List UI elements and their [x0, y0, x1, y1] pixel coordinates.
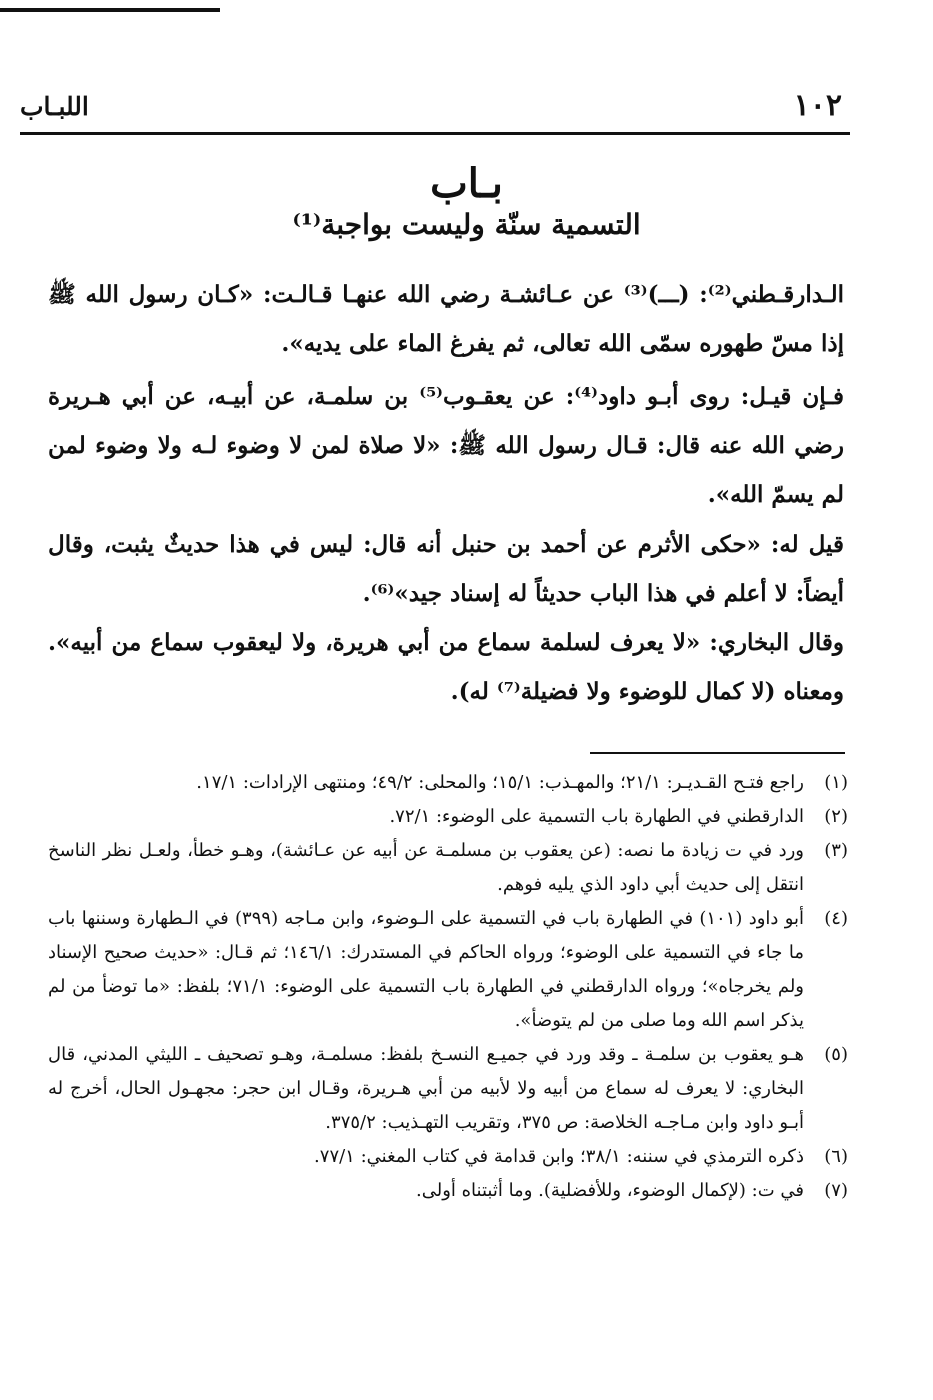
footnote-text: أبو داود (١٠١) في الطهارة باب في التسمية على الـوضوء، وابن مـاجه (٣٩٩) في الـطهارة وسننها باب ما جاء في التسمية على الوضوء؛ ورواه الحاكم في المستدرك: ١٤٦/١؛ ثم قـال: «حديث صحيح الإسناد ولم يخرجاه»؛ ورواه الدارقطني في الطهارة باب التسمية على الوضوء: ٧١/١؛ بلفظ: «ما توضأ من لم يذكر اسم الله وما صلى من لم يتوضأ». [48, 908, 805, 1031]
chapter-word: بـاب [430, 160, 503, 207]
page-header [20, 86, 842, 126]
footnote-number: (٧) [824, 1180, 848, 1201]
footnote-3 [48, 834, 848, 902]
footnote-number: (٤) [824, 908, 848, 929]
footnote-text: ورد في ت زيادة ما نصه: (عن يعقوب بن مسلمـة عن أبيه عن عـائشة)، وهـو خطأ، ولعـل نظر الناسخ انتقل إلى حديث أبي داود الذي يليه فوهم. [48, 840, 804, 895]
footnote-text: الدارقطني في الطهارة باب التسمية على الوضوء: ٧٢/١. [389, 806, 804, 827]
footnote-5 [48, 1038, 848, 1140]
footnotes [48, 766, 848, 1208]
footnote-number: (٥) [824, 1044, 848, 1065]
paragraph-3: قيل له: «حكى الأثرم عن أحمد بن حنبل أنه قال: ليس في هذا حديثٌ يثبت، وقال أيضاً: لا أعلم في هذا الباب حديثاً له إسناد جيد»⁽⁶⁾. [48, 531, 844, 607]
footnote-1 [48, 766, 848, 800]
footnote-7 [48, 1174, 848, 1208]
running-title: اللبـاب [20, 92, 89, 121]
footnote-text: راجع فتـح القـديـر: ٢١/١؛ والمهـذب: ١٥/١؛ والمحلى: ٤٩/٢؛ ومنتهى الإرادات: ١٧/١. [196, 772, 804, 793]
footnote-number: (١) [824, 772, 848, 793]
footnote-number: (٦) [824, 1146, 848, 1167]
paragraph-4: وقال البخاري: «لا يعرف لسلمة سماع من أبي هريرة، ولا ليعقوب سماع من أبيه». ومعناه (لا كمال للوضوء ولا فضيلة⁽⁷⁾ له). [48, 629, 844, 705]
paragraph-1: الـدارقـطني⁽²⁾: (ـــ)⁽³⁾ عن عـائشـة رضي الله عنهـا قـالـت: «كـان رسول الله ﷺ إذا مسّ طهوره سمّى الله تعالى، ثم يفرغ الماء على يديه». [48, 281, 844, 357]
footnote-text: هـو يعقوب بن سلمـة ـ وقد ورد في جميـع النسـخ بلفظ: مسلمـة، وهـو تصحيف ـ الليثي المدني، قال البخاري: لا يعرف له سماع من أبيه ولا لأبيه من أبي هـريرة، وقـال ابن حجر: مجهـول الحال، أخرج له أبـو داود وابن مـاجـه الخلاصة: ص ٣٧٥، وتقريب التهـذيب: ٣٧٥/٢. [48, 1044, 804, 1133]
top-rule [0, 8, 220, 12]
paragraph-2: فـإن قيـل: روى أبـو داود⁽⁴⁾: عن يعقـوب⁽⁵⁾ بن سلمـة، عن أبيـه، عن أبي هـريرة رضي الله عنه قال: قـال رسول الله ﷺ: «لا صلاة لمن لا وضوء لـه ولا وضوء لمن لم يسمّ الله». [48, 383, 845, 508]
footnote-number: (٣) [824, 840, 848, 861]
footnote-6 [48, 1140, 848, 1174]
footnote-rule [590, 752, 845, 754]
footnote-text: في ت: (لإكمال الوضوء، وللأفضلية). وما أثبتناه أولى. [416, 1180, 804, 1201]
page-number: ١٠٢ [793, 88, 842, 123]
footnote-4 [48, 902, 848, 1038]
chapter-title: التسمية سنّة وليست بواجبة⁽¹⁾ [292, 208, 641, 241]
header-rule [20, 132, 850, 135]
footnote-2 [48, 800, 848, 834]
footnote-text: ذكره الترمذي في سننه: ٣٨/١؛ وابن قدامة في كتاب المغني: ٧٧/١. [314, 1146, 804, 1167]
footnote-number: (٢) [824, 806, 848, 827]
